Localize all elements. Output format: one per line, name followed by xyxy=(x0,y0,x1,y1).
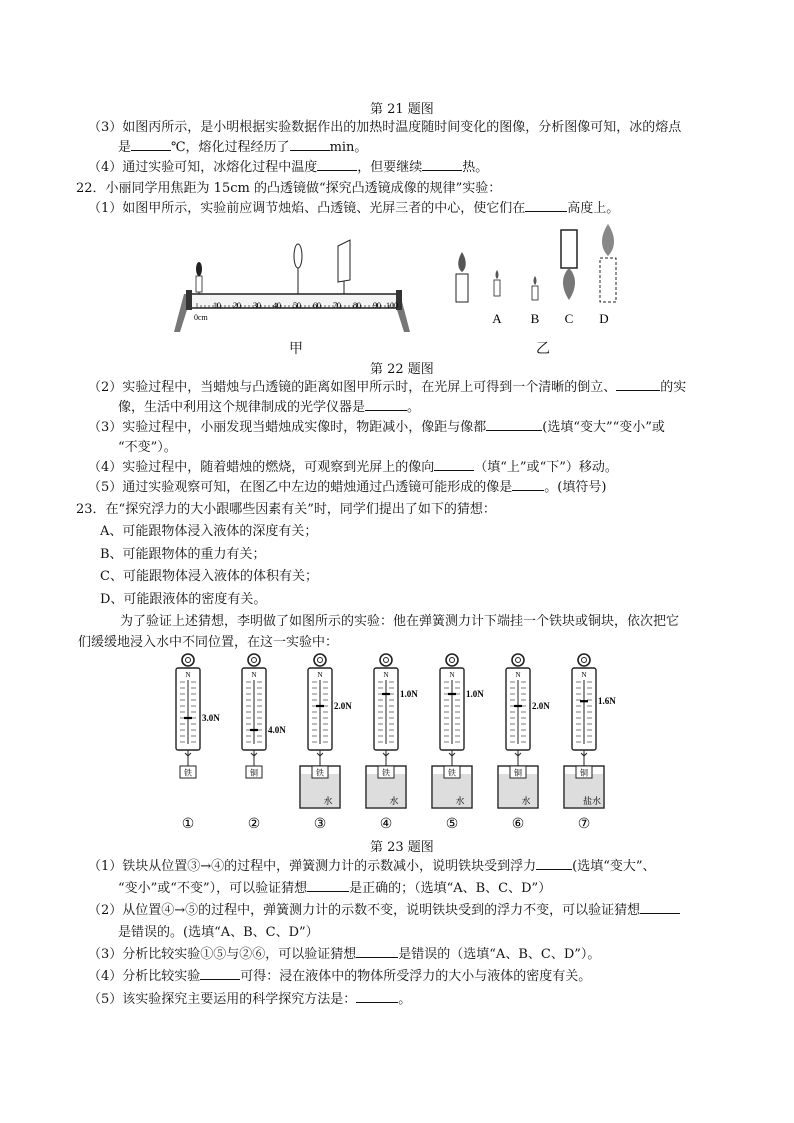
block-label: 铜 xyxy=(250,768,258,778)
scale-reading: 1.0N xyxy=(466,689,484,699)
beaker-liquid xyxy=(433,774,471,807)
beaker-liquid xyxy=(301,774,339,807)
block-label: 铁 xyxy=(382,768,390,778)
scale-ring-inner xyxy=(318,658,323,663)
block-label: 铁 xyxy=(448,768,456,778)
scale-unit-letter: N xyxy=(449,671,455,679)
answer-blank[interactable] xyxy=(434,458,474,471)
q21-part4: （4）通过实验可知，冰熔化过程中温度 ，但要继续 热。 xyxy=(88,160,489,175)
liquid-label: 水 xyxy=(521,796,531,806)
scale-ring-inner xyxy=(516,658,521,663)
liquid-label: 盐水 xyxy=(582,796,602,806)
bench-tick-label: 10 xyxy=(213,301,221,310)
candle-images-figure xyxy=(448,222,628,332)
scale-ring xyxy=(380,654,392,666)
q23-part2-line1: （2）从位置④→⑤的过程中，弹簧测力计的示数不变，说明铁块受到的浮力不变，可以验证猜想 xyxy=(88,901,680,920)
scale-ring-inner xyxy=(384,658,389,663)
scale-hook xyxy=(251,750,257,756)
scale-ring xyxy=(512,654,524,666)
answer-blank[interactable] xyxy=(307,879,349,892)
q23-intro-line1: 为了验证上述猜想，李明做了如图所示的实验：他在弹簧测力计下端挂一个铁块或铜块，依次把它 xyxy=(120,614,680,629)
bench-tick-label: 70 xyxy=(333,301,341,310)
q23-guess-b: B、可能跟物体的重力有关； xyxy=(100,547,266,562)
liquid-label: 水 xyxy=(389,796,399,806)
q23-part5: （5）该实验探究主要运用的科学探究方法是： 。 xyxy=(88,992,412,1007)
scale-reading: 3.0N xyxy=(202,713,220,723)
bench-tick-label: 60 xyxy=(313,301,321,310)
q22-caption: 第 22 题图 xyxy=(370,362,434,377)
scale-reading: 2.0N xyxy=(334,701,352,711)
spring-scale xyxy=(432,654,484,832)
liquid-label: 水 xyxy=(455,796,465,806)
q23-part1-line2: “变小”或“不变”），可以验证猜想 是正确的；（选填“A、B、C、D”） xyxy=(118,881,552,896)
scale-ring-inner xyxy=(450,658,455,663)
scale-hook xyxy=(515,750,521,756)
q23-guess-d: D、可能跟液体的密度有关。 xyxy=(100,592,267,607)
experiment-number: ③ xyxy=(313,817,327,832)
q21-part3-line2: 是 ℃，熔化过程经历了 min。 xyxy=(118,140,368,155)
original-candle xyxy=(456,252,468,302)
experiment-number: ④ xyxy=(379,817,393,832)
answer-blank[interactable] xyxy=(616,378,660,391)
scale-unit-letter: N xyxy=(515,671,521,679)
scale-hook xyxy=(185,750,191,756)
scale-unit-letter: N xyxy=(251,671,257,679)
experiment-number: ⑥ xyxy=(511,817,525,832)
q23-caption: 第 23 题图 xyxy=(370,840,434,855)
experiment-number: ⑤ xyxy=(445,817,459,832)
answer-blank[interactable] xyxy=(365,398,407,411)
scale-ring xyxy=(578,654,590,666)
bench-tick-label: 100 xyxy=(386,301,398,310)
q22-part2-line2: 像，生活中利用这个规律制成的光学仪器是 。 xyxy=(118,400,421,415)
answer-blank[interactable] xyxy=(317,158,357,171)
answer-blank[interactable] xyxy=(200,967,240,980)
answer-blank[interactable] xyxy=(356,990,398,1003)
spring-scale xyxy=(498,654,550,832)
spring-scale xyxy=(242,654,286,832)
q23-intro-line2: 们缓缓地浸入水中不同位置，在这一实验中： xyxy=(78,635,339,650)
optical-bench-figure xyxy=(172,236,412,336)
q23-guess-c: C、可能跟物体浸入液体的体积有关； xyxy=(100,569,318,584)
q22-part3-line2: “不变”）。 xyxy=(118,440,177,455)
candle-label: B xyxy=(530,311,540,326)
answer-blank[interactable] xyxy=(422,158,462,171)
experiment-number: ② xyxy=(247,817,261,832)
bench-tick-label: 20 xyxy=(233,301,241,310)
answer-blank[interactable] xyxy=(356,945,398,958)
q21-caption: 第 21 题图 xyxy=(370,102,434,117)
scale-ring-inner xyxy=(186,658,191,663)
beaker-liquid xyxy=(367,774,405,807)
scale-reading: 2.0N xyxy=(532,701,550,711)
scale-hook xyxy=(317,750,323,756)
spring-scale-figure xyxy=(160,650,630,835)
answer-blank[interactable] xyxy=(512,478,544,491)
candle-option-c xyxy=(561,230,577,300)
q23-part4: （4）分析比较实验 可得：浸在液体中的物体所受浮力的大小与液体的密度有关。 xyxy=(88,969,592,984)
bench-tick-label: 50 xyxy=(293,301,301,310)
answer-blank[interactable] xyxy=(486,418,542,431)
spring-scale xyxy=(564,654,616,832)
figure-label-yi: 乙 xyxy=(536,341,550,357)
spring-scale xyxy=(300,654,352,832)
q23-stem: 23．在“探究浮力的大小跟哪些因素有关”时，同学们提出了如下的猜想： xyxy=(76,502,496,517)
scale-ring xyxy=(248,654,260,666)
scale-reading: 4.0N xyxy=(268,725,286,735)
q23-guess-a: A、可能跟物体浸入液体的深度有关； xyxy=(100,524,318,539)
scale-hook xyxy=(449,750,455,756)
scale-unit-letter: N xyxy=(383,671,389,679)
scale-reading: 1.0N xyxy=(400,689,418,699)
q21-part3-line1: （3）如图丙所示，是小明根据实验数据作出的加热时温度随时间变化的图像，分析图像可知，冰的熔点 xyxy=(88,120,682,135)
convex-lens-on-bench xyxy=(294,244,302,294)
experiment-number: ① xyxy=(181,817,195,832)
scale-unit-letter: N xyxy=(317,671,323,679)
bench-tick-label: 80 xyxy=(353,301,361,310)
candle-option-d xyxy=(600,224,616,302)
scale-unit-letter: N xyxy=(581,671,587,679)
q23-part2-line2: 是错误的。(选填“A、B、C、D”） xyxy=(118,925,319,940)
bench-end-left xyxy=(186,290,192,310)
scale-hook xyxy=(383,750,389,756)
candle-label: D xyxy=(599,311,609,326)
q22-part3-line1: （3）实验过程中，小丽发现当蜡烛成实像时，物距减小，像距与像都 (选填“变大”“变小”或 xyxy=(88,420,665,435)
beaker-liquid xyxy=(499,774,537,807)
scale-unit-letter: N xyxy=(185,671,191,679)
block-label: 铁 xyxy=(184,768,192,778)
scale-ring-inner xyxy=(252,658,257,663)
figure-label-jia: 甲 xyxy=(289,341,303,357)
scale-reading: 1.6N xyxy=(598,696,616,707)
scale-ring xyxy=(314,654,326,666)
scale-ring xyxy=(182,654,194,666)
spring-scale xyxy=(176,654,220,832)
experiment-number: ⑦ xyxy=(577,817,591,832)
candle-option-a xyxy=(494,270,500,296)
q22-part5: （5）通过实验观察可知，在图乙中左边的蜡烛通过凸透镜可能形成的像是 。(填符号) xyxy=(88,480,607,495)
q22-part1: （1）如图甲所示，实验前应调节烛焰、凸透镜、光屏三者的中心，使它们在 高度上。 xyxy=(88,201,620,216)
q23-part1-line1: （1）铁块从位置③→④的过程中，弹簧测力计的示数减小，说明铁块受到浮力 (选填“变大”、 xyxy=(88,859,656,874)
block-label: 铜 xyxy=(580,768,588,778)
liquid-label: 水 xyxy=(323,796,333,806)
candle-on-bench xyxy=(196,262,202,294)
q22-part4: （4）实验过程中，随着蜡烛的燃烧，可观察到光屏上的像向 （填“上”或“下”）移动。 xyxy=(88,460,618,475)
scale-ring xyxy=(446,654,458,666)
candle-label: A xyxy=(492,311,502,326)
bench-tick-label: 90 xyxy=(373,301,381,310)
q22-stem: 22．小丽同学用焦距为 15cm 的凸透镜做“探究凸透镜成像的规律”实验： xyxy=(76,181,502,196)
answer-blank[interactable] xyxy=(290,138,330,151)
bench-tick-label: 40 xyxy=(273,301,281,310)
light-screen-on-bench xyxy=(338,240,350,294)
candle-label: C xyxy=(564,311,574,326)
answer-blank[interactable] xyxy=(131,138,171,151)
bench-unit-label: 0cm xyxy=(194,313,208,322)
block-label: 铁 xyxy=(316,768,324,778)
answer-blank[interactable] xyxy=(536,857,572,870)
q23-part3: （3）分析比较实验①⑤与②⑥，可以验证猜想 是错误的（选填“A、B、C、D”）。 xyxy=(88,947,601,962)
answer-blank[interactable] xyxy=(525,199,567,212)
block-label: 铜 xyxy=(514,768,522,778)
answer-blank[interactable] xyxy=(640,901,680,914)
q22-part2-line1: （2）实验过程中，当蜡烛与凸透镜的距离如图甲所示时，在光屏上可得到一个清晰的倒立、 的实 xyxy=(88,380,687,395)
scale-ring-inner xyxy=(582,658,587,663)
spring-scale xyxy=(366,654,418,832)
candle-option-b xyxy=(532,276,538,300)
bench-tick-label: 30 xyxy=(253,301,261,310)
scale-hook xyxy=(581,750,587,756)
